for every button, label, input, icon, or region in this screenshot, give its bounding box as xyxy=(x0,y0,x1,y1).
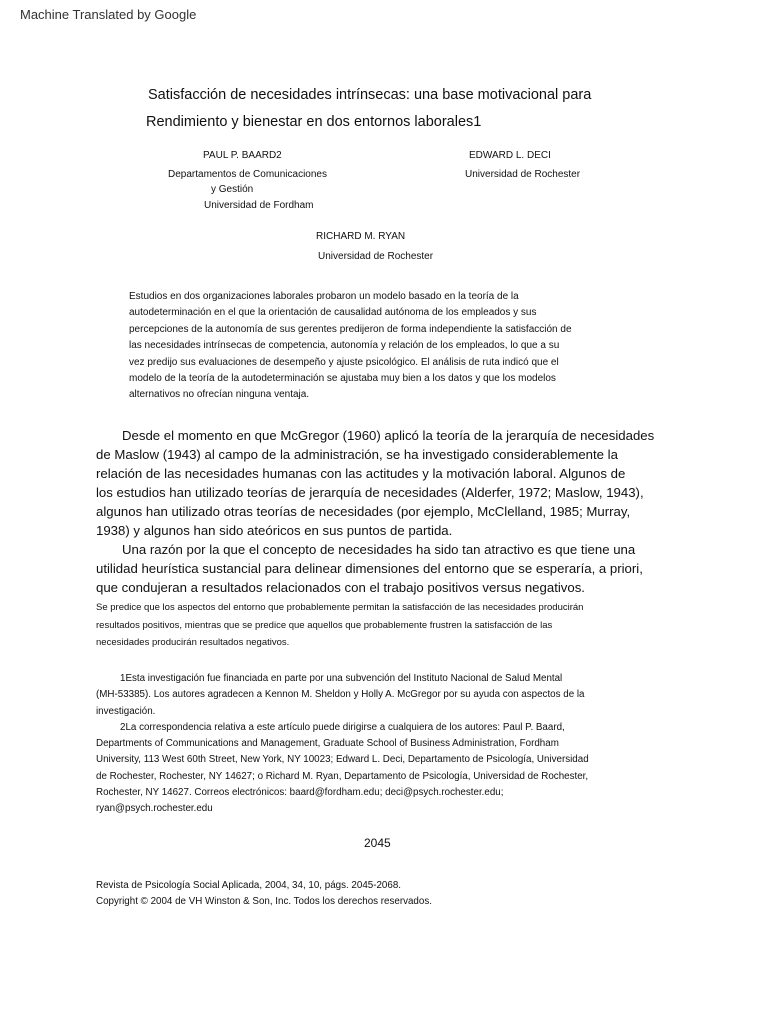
author-ryan-affiliation: Universidad de Rochester xyxy=(318,251,434,262)
body-line: de Maslow (1943) al campo de la administración, se ha investigado considerablemente la xyxy=(96,447,618,462)
machine-translated-banner: Machine Translated by Google xyxy=(20,7,197,22)
citation-copyright: Copyright © 2004 de VH Winston & Son, Inc. Todos los derechos reservados. xyxy=(96,895,432,907)
body-line: Desde el momento en que McGregor (1960) aplicó la teoría de la jerarquía de necesidades xyxy=(122,428,655,443)
body-line: Una razón por la que el concepto de necesidades ha sido tan atractivo es que tiene una xyxy=(122,542,636,557)
footnote-line: 1Esta investigación fue financiada en parte por una subvención del Instituto Nacional de Salud Mental xyxy=(120,673,563,684)
footnote-line: de Rochester, Rochester, NY 14627; o Richard M. Ryan, Departamento de Psicología, Universidad de Rochester, xyxy=(96,770,589,782)
abstract-line: percepciones de la autonomía de sus gerentes predijeron de forma independiente la satisfacción de xyxy=(129,323,572,335)
abstract xyxy=(129,289,649,404)
footnote-line: University, 113 West 60th Street, New York, NY 10023; Edward L. Deci, Departamento de Psicología, Universidad xyxy=(96,754,589,766)
footnote-line: ryan@psych.rochester.edu xyxy=(96,803,213,815)
author-deci-affiliation: Universidad de Rochester xyxy=(465,169,581,180)
author-deci-name: EDWARD L. DECI xyxy=(469,150,551,161)
journal-citation xyxy=(96,878,432,909)
page-number: 2045 xyxy=(364,836,391,850)
body-text-small xyxy=(96,599,696,652)
paper-title-line-2: Rendimiento y bienestar en dos entornos laborales1 xyxy=(146,114,482,130)
abstract-line: alternativos no ofrecían ninguna ventaja. xyxy=(129,389,310,401)
body-line: que condujeran a resultados relacionados con el trabajo positivos versus negativos. xyxy=(96,580,585,595)
body-line: los estudios han utilizado teorías de jerarquía de necesidades (Alderfer, 1972; Maslow, 1943), xyxy=(96,485,644,500)
body-line: relación de las necesidades humanas con las actitudes y la motivación laboral. Algunos de xyxy=(96,466,626,481)
citation-journal: Revista de Psicología Social Aplicada, 2004, 34, 10, págs. 2045-2068. xyxy=(96,880,401,891)
author-baard-affiliation-2: y Gestión xyxy=(211,184,254,195)
body-line: 1938) y algunos han sido ateóricos en sus puntos de partida. xyxy=(96,523,453,538)
footnotes xyxy=(96,671,696,818)
body-small-line: resultados positivos, mientras que se predice que aquellos que probablemente frustren la satisfacción de las xyxy=(96,619,553,631)
footnote-line: Rochester, NY 14627. Correos electrónicos: baard@fordham.edu; deci@psych.rochester.edu; xyxy=(96,787,504,799)
abstract-line: las necesidades intrínsecas de competencia, autonomía y relación de los empleados, lo que a su xyxy=(129,340,560,352)
author-ryan-name: RICHARD M. RYAN xyxy=(316,231,406,242)
footnote-line: investigación. xyxy=(96,705,156,717)
abstract-line: modelo de la teoría de la autodeterminación se ajustaba muy bien a los datos y que los modelos xyxy=(129,373,556,385)
footnote-line: (MH-53385). Los autores agradecen a Kennon M. Sheldon y Holly A. McGregor por su ayuda con aspectos de la xyxy=(96,689,585,701)
abstract-line: vez predijo sus evaluaciones de desempeño y ajuste psicológico. El análisis de ruta indicó que el xyxy=(129,356,559,368)
body-small-line: necesidades producirán resultados negativos. xyxy=(96,637,290,649)
body-small-line: Se predice que los aspectos del entorno que probablemente permitan la satisfacción de las necesidades producirán xyxy=(96,602,584,613)
body-line: algunos han utilizado otras teorías de necesidades (por ejemplo, McClelland, 1985; Murray, xyxy=(96,504,631,519)
body-line: utilidad heurística sustancial para delinear dimensiones del entorno que se esperaría, a priori, xyxy=(96,561,643,576)
author-baard-name: PAUL P. BAARD2 xyxy=(203,150,282,161)
author-baard-affiliation-1: Departamentos de Comunicaciones xyxy=(168,169,327,180)
abstract-line: Estudios en dos organizaciones laborales probaron un modelo basado en la teoría de la xyxy=(129,291,519,302)
abstract-line: autodeterminación en el que la orientación de causalidad autónoma de los empleados y sus xyxy=(129,307,537,319)
footnote-line: Departments of Communications and Management, Graduate School of Business Administration, Fordham xyxy=(96,738,559,750)
author-baard-affiliation-3: Universidad de Fordham xyxy=(204,200,314,211)
paper-title-line-1: Satisfacción de necesidades intrínsecas: una base motivacional para xyxy=(148,87,592,103)
footnote-line: 2La correspondencia relativa a este artículo puede dirigirse a cualquiera de los autores: Paul P. Baard, xyxy=(120,721,565,733)
body-text xyxy=(96,426,696,597)
